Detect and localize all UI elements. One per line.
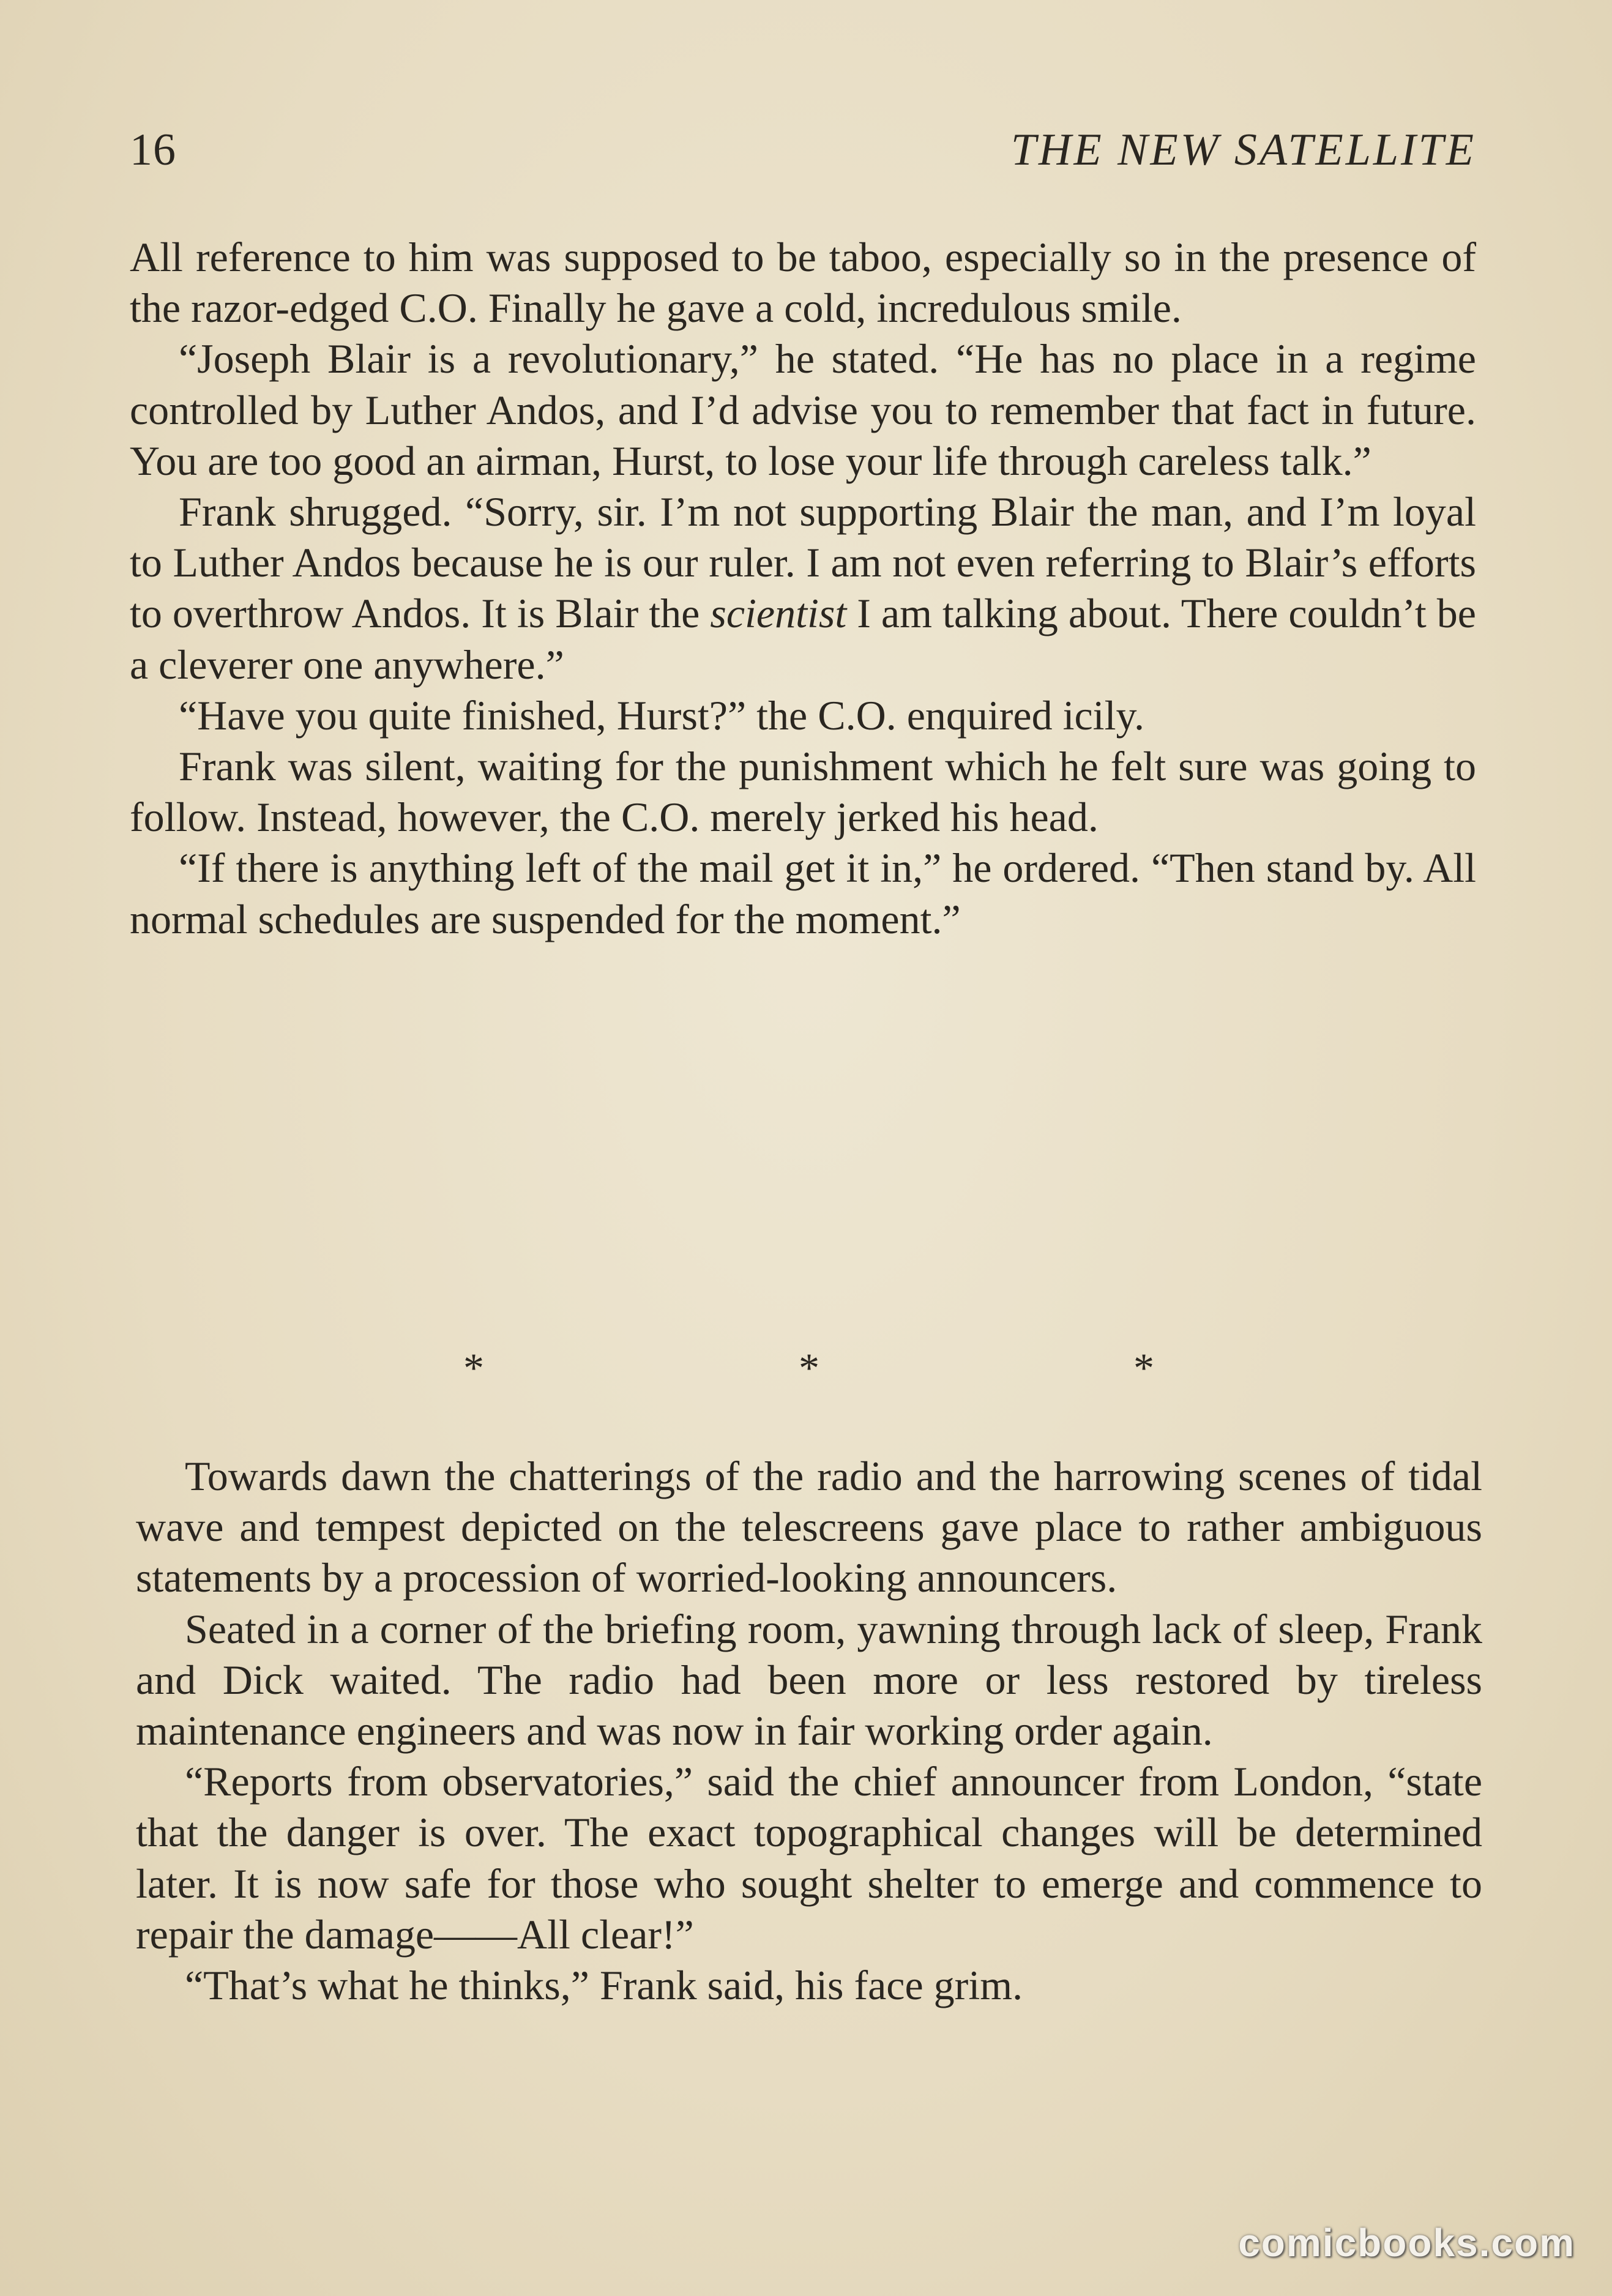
- paragraph: “Joseph Blair is a revolutionary,” he stated. “He has no place in a regime controlled by Luther Andos, and I’d advise you to remember that fact in future. You are too good an airman, Hurst, to lose your life through careless talk.”: [130, 335, 1476, 484]
- running-title: THE NEW SATELLITE: [1010, 125, 1476, 175]
- asterisk: *: [1133, 1344, 1154, 1391]
- paragraph: “Reports from observatories,” said the chief announcer from London, “state that the danger is over. The exact topographical changes will be determined later. It is now safe for those who sought shelter to emerge and commence to repair the damage——All clear!”: [136, 1758, 1482, 1958]
- section-break: [130, 1340, 1476, 1395]
- paragraph: Towards dawn the chatterings of the radio and the harrowing scenes of tidal wave and tempest depicted on the telescreens gave place to rather ambiguous statements by a procession of worried-looking announcers.: [136, 1453, 1482, 1601]
- text-block-bottom: [136, 1451, 1482, 2011]
- page-number: 16: [130, 125, 176, 175]
- paragraph-text: I am talking about. There couldn’t be a cleverer one anywhere.”: [130, 590, 1476, 688]
- paragraph: “If there is anything left of the mail get it in,” he ordered. “Then stand by. All normal schedules are suspended for the moment.”: [130, 844, 1476, 942]
- watermark: comicbooks.com: [1238, 2221, 1575, 2265]
- paragraph: [130, 486, 1476, 690]
- paragraph: “That’s what he thinks,” Frank said, his face grim.: [185, 1962, 1023, 2009]
- paragraph: Seated in a corner of the briefing room, yawning through lack of sleep, Frank and Dick waited. The radio had been more or less restored by tireless maintenance engineers and was now in fair working order again.: [136, 1605, 1482, 1754]
- asterisk: *: [463, 1344, 484, 1391]
- text-block-top: [130, 232, 1476, 945]
- paragraph: Frank was silent, waiting for the punishment which he felt sure was going to follow. Instead, however, the C.O. merely jerked his head.: [130, 743, 1476, 841]
- paragraph: All reference to him was supposed to be taboo, especially so in the presence of the razor-edged C.O. Finally he gave a cold, incredulous smile.: [130, 234, 1476, 332]
- paragraph: “Have you quite finished, Hurst?” the C.O. enquired icily.: [179, 691, 1145, 739]
- asterisk: *: [799, 1344, 819, 1391]
- paragraph-text: Frank shrugged. “Sorry, sir. I’m not supporting Blair the man, and I’m loyal to Luther Andos because he is our ruler. I am not even referring to Blair’s efforts to overthrow Andos. It is Blair the: [130, 488, 1476, 637]
- running-head: [130, 122, 1476, 177]
- italic-word: scientist: [710, 590, 847, 637]
